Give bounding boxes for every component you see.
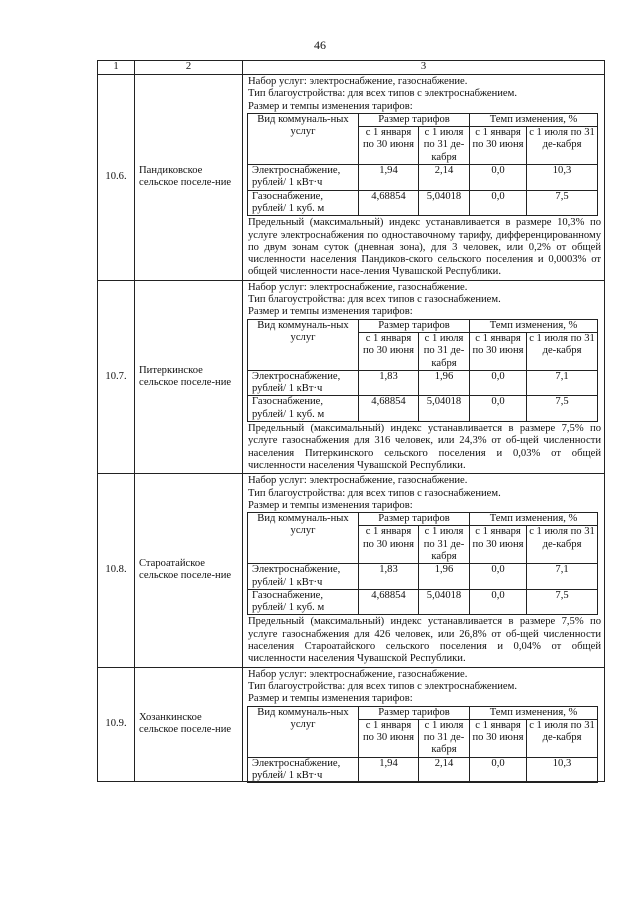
services-line: Набор услуг: электроснабжение, газоснабжение. [248,281,468,293]
column-2-header: 2 [135,61,243,75]
settlement-name: Пандиковское сельское поселе-ние [135,75,243,281]
tariff-value: 1,94 [359,757,419,783]
change-rate-header: Темп изменения, % [470,319,598,332]
tariff-size-header: Размер тарифов [359,706,470,719]
electricity-row [248,757,598,783]
limit-index-note: Предельный (максимальный) индекс устанавливается в размере 10,3% по услуге электроснабжения по одноставочному тарифу, дифференцированному по двум зонам суток (дневная зона), для 3 человек, или 0,2% от общей численности населения Пандиков-ского сельского поселения и 0,0003% от общей численности насе-ления Чувашской Республики. [248,217,601,278]
period-header: с 1 января по 30 июня [359,332,419,370]
settlement-name: Хозанкинское сельское поселе-ние [135,667,243,782]
period-header: с 1 июля по 31 де-кабря [419,719,470,757]
rate-value: 7,5 [527,589,598,615]
tariff-value: 1,83 [359,370,419,396]
gas-row [248,589,598,615]
row-number: 10.9. [98,667,135,782]
page-number: 46 [314,38,326,52]
services-line: Набор услуг: электроснабжение, газоснабжение. [248,76,468,87]
rate-value: 7,5 [527,190,598,216]
tariff-value: 1,83 [359,564,419,590]
rate-value: 10,3 [527,757,598,783]
service-label: Газоснабжение, рублей/ 1 куб. м [248,396,359,422]
period-header: с 1 января по 30 июня [470,127,527,165]
electricity-row [248,564,598,590]
rate-value: 0,0 [470,396,527,422]
period-header: с 1 января по 30 июня [359,127,419,165]
tariff-size-line: Размер и темпы изменения тарифов: [248,306,413,318]
table-header-row [98,61,605,75]
row-number: 10.7. [98,280,135,473]
electricity-row [248,370,598,396]
rate-value: 0,0 [470,370,527,396]
service-label: Газоснабжение, рублей/ 1 куб. м [248,589,359,615]
limit-index-note: Предельный (максимальный) индекс устанавливается в размере 7,5% по услуге газоснабжения для 426 человек, или 26,8% от об-щей численности населения Староатайского сельского поселения и 0,04% от общей численности населения Чувашской Республики. [248,616,601,665]
row-number: 10.8. [98,474,135,667]
tariff-subtable [247,706,598,784]
change-rate-header: Темп изменения, % [470,113,598,126]
period-header: с 1 июля по 31 де-кабря [527,332,598,370]
service-label: Электроснабжение, рублей/ 1 кВт·ч [248,370,359,396]
change-rate-header: Темп изменения, % [470,706,598,719]
tariff-value: 2,14 [419,757,470,783]
service-type-header: Вид коммуналь-ных услуг [248,319,359,370]
tariff-value: 1,94 [359,165,419,191]
row-content [243,474,605,667]
improvement-type-line: Тип благоустройства: для всех типов с электроснабжением. [248,88,517,100]
tariff-value: 1,96 [419,370,470,396]
tariff-size-line: Размер и темпы изменения тарифов: [248,693,413,705]
period-header: с 1 января по 30 июня [470,526,527,564]
period-header: с 1 января по 30 июня [470,719,527,757]
period-header: с 1 июля по 31 де-кабря [419,526,470,564]
tariff-size-line: Размер и темпы изменения тарифов: [248,100,413,112]
row-number: 10.6. [98,75,135,281]
rate-value: 10,3 [527,165,598,191]
tariff-table [97,60,605,782]
period-header: с 1 июля по 31 де-кабря [527,526,598,564]
tariff-value: 2,14 [419,165,470,191]
row-content [243,280,605,473]
electricity-row [248,165,598,191]
row-content [243,75,605,281]
table-row-10-7 [98,280,605,473]
settlement-name: Питеркинское сельское поселе-ние [135,280,243,473]
tariff-size-header: Размер тарифов [359,319,470,332]
rate-value: 7,1 [527,370,598,396]
improvement-type-line: Тип благоустройства: для всех типов с газоснабжением. [248,294,501,306]
tariff-size-header: Размер тарифов [359,513,470,526]
tariff-value: 4,68854 [359,396,419,422]
column-1-header: 1 [98,61,135,75]
table-row-10-8 [98,474,605,667]
gas-row [248,396,598,422]
service-type-header: Вид коммуналь-ных услуг [248,706,359,757]
tariff-value: 5,04018 [419,396,470,422]
period-header: с 1 июля по 31 де-кабря [419,332,470,370]
column-3-header: 3 [243,61,605,75]
period-header: с 1 июля по 31 де-кабря [419,127,470,165]
settlement-name: Староатайское сельское поселе-ние [135,474,243,667]
service-type-header: Вид коммуналь-ных услуг [248,513,359,564]
rate-value: 0,0 [470,190,527,216]
rate-value: 0,0 [470,589,527,615]
improvement-type-line: Тип благоустройства: для всех типов с газоснабжением. [248,487,501,499]
rate-value: 0,0 [470,757,527,783]
tariff-subtable [247,113,598,216]
tariff-value: 4,68854 [359,190,419,216]
period-header: с 1 января по 30 июня [359,719,419,757]
gas-row [248,190,598,216]
rate-value: 7,5 [527,396,598,422]
rate-value: 7,1 [527,564,598,590]
service-label: Электроснабжение, рублей/ 1 кВт·ч [248,564,359,590]
service-type-header: Вид коммуналь-ных услуг [248,113,359,164]
change-rate-header: Темп изменения, % [470,513,598,526]
tariff-value: 5,04018 [419,190,470,216]
tariff-value: 4,68854 [359,589,419,615]
table-row-10-9 [98,667,605,782]
service-label: Электроснабжение, рублей/ 1 кВт·ч [248,757,359,783]
services-line: Набор услуг: электроснабжение, газоснабжение. [248,668,468,680]
tariff-subtable [247,512,598,615]
tariff-size-header: Размер тарифов [359,113,470,126]
tariff-size-line: Размер и темпы изменения тарифов: [248,499,413,511]
service-label: Электроснабжение, рублей/ 1 кВт·ч [248,165,359,191]
table-row-10-6 [98,75,605,281]
service-label: Газоснабжение, рублей/ 1 куб. м [248,190,359,216]
period-header: с 1 июля по 31 де-кабря [527,719,598,757]
limit-index-note: Предельный (максимальный) индекс устанавливается в размере 7,5% по услуге газоснабжения для 316 человек, или 24,3% от об-щей численности населения Питеркинского сельского поселения и 0,03% от общей численности населения Чувашской Республики. [248,423,601,471]
tariff-value: 5,04018 [419,589,470,615]
row-content [243,667,605,782]
period-header: с 1 июля по 31 де-кабря [527,127,598,165]
tariff-value: 1,96 [419,564,470,590]
services-line: Набор услуг: электроснабжение, газоснабжение. [248,475,468,487]
rate-value: 0,0 [470,564,527,590]
tariff-subtable [247,319,598,422]
period-header: с 1 января по 30 июня [470,332,527,370]
rate-value: 0,0 [470,165,527,191]
period-header: с 1 января по 30 июня [359,526,419,564]
improvement-type-line: Тип благоустройства: для всех типов с электроснабжением. [248,680,517,692]
